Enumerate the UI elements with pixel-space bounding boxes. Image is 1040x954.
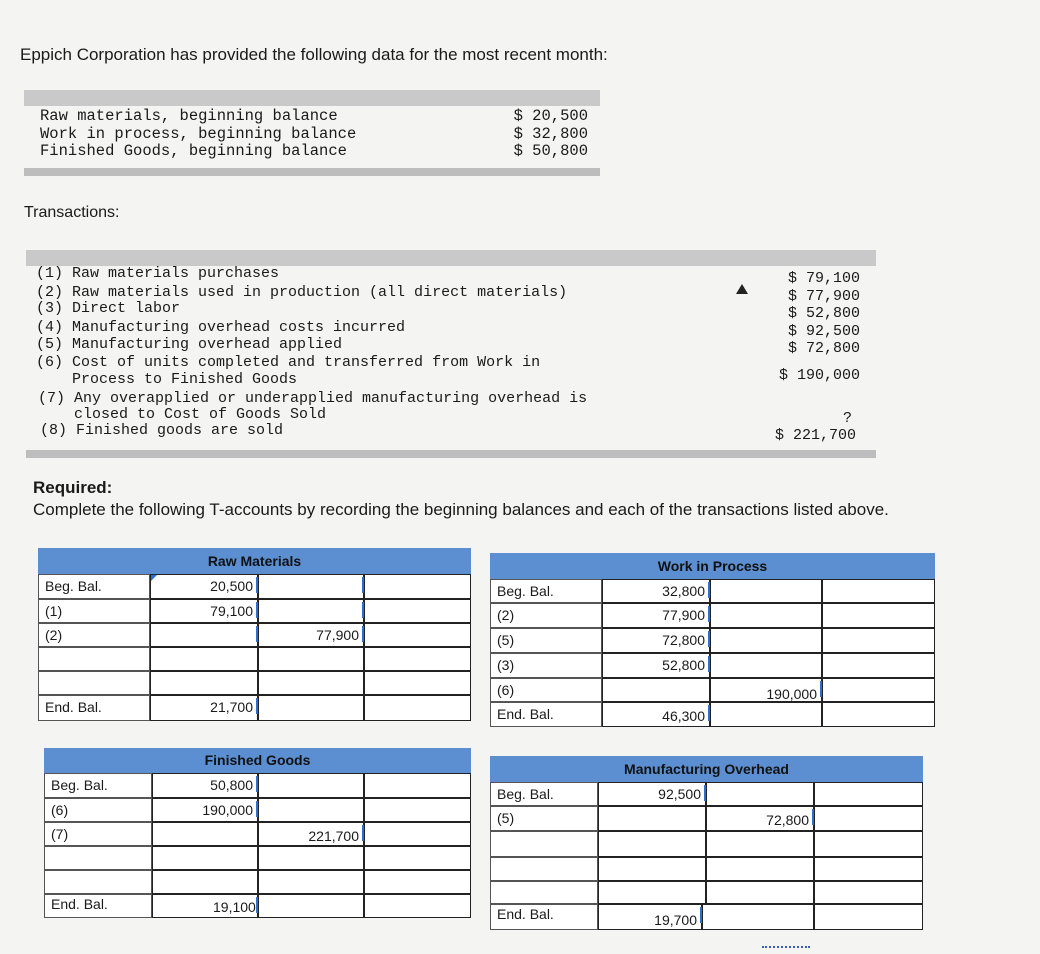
t-account-credit-input[interactable] <box>258 599 364 623</box>
t-account-extra-input[interactable] <box>822 628 935 653</box>
t-account-title: Raw Materials <box>38 548 471 574</box>
t-account-debit-input[interactable]: 52,800 <box>602 653 710 678</box>
t-account-credit-input[interactable]: 72,800 <box>706 806 814 831</box>
t-account-title: Finished Goods <box>44 748 471 773</box>
transaction-amount: $ 92,500 <box>787 323 860 340</box>
t-account-credit-input[interactable]: 190,000 <box>710 678 822 702</box>
transaction-amount: $ 72,800 <box>787 340 860 357</box>
t-account-debit-input[interactable] <box>150 671 258 695</box>
t-account-extra-input[interactable] <box>822 579 935 603</box>
transaction-amount: $ 221,700 <box>774 427 856 444</box>
t-account-credit-input[interactable] <box>710 603 822 628</box>
required-instructions: Complete the following T-accounts by recording the beginning balances and each of the transactions listed above. <box>33 500 889 519</box>
t-account-row-label: End. Bal. <box>490 702 602 727</box>
t-account-credit-input[interactable] <box>258 870 364 894</box>
t-account-row-label[interactable] <box>490 881 598 904</box>
balance-amount: $ 32,800 <box>513 124 588 143</box>
balance-label: Work in process, beginning balance <box>40 124 357 143</box>
t-account-credit-input[interactable]: 221,700 <box>258 822 364 846</box>
t-account-debit-input[interactable]: 72,800 <box>602 628 710 653</box>
transaction-line: (8) Finished goods are sold <box>40 422 284 439</box>
t-account-credit-input[interactable] <box>258 671 364 695</box>
scroll-indicator <box>762 946 810 948</box>
t-account-debit-input[interactable]: 92,500 <box>598 782 706 806</box>
t-account-extra-input[interactable] <box>814 782 923 806</box>
t-account-debit-input[interactable] <box>598 881 706 904</box>
t-account-credit-input[interactable] <box>706 881 814 904</box>
t-account-extra-input[interactable] <box>364 671 471 695</box>
t-account-credit-input[interactable] <box>258 773 364 798</box>
t-account-extra-input[interactable] <box>364 870 471 894</box>
t-account-debit-input[interactable]: 79,100 <box>150 599 258 623</box>
t-account-debit-input[interactable] <box>602 678 710 702</box>
t-account-debit-input[interactable] <box>598 831 706 857</box>
t-account-row-label[interactable]: Beg. Bal. <box>44 773 152 798</box>
t-account-row-label[interactable]: (3) <box>490 653 602 678</box>
t-account-row-label: End. Bal. <box>38 695 150 721</box>
t-account-row-label[interactable] <box>38 647 150 671</box>
t-account-row-label[interactable]: (6) <box>490 678 602 702</box>
table-footer-bar <box>26 450 876 458</box>
transaction-line: (5) Manufacturing overhead applied <box>36 336 343 353</box>
t-account-extra-input[interactable] <box>822 678 935 702</box>
balance-label: Raw materials, beginning balance <box>40 107 338 125</box>
t-account-ending-balance[interactable]: 19,100 <box>152 894 258 918</box>
t-account-extra-input[interactable] <box>364 822 471 846</box>
table-footer-bar <box>24 168 600 176</box>
t-account-row-label[interactable]: (2) <box>38 623 150 647</box>
t-account-debit-input[interactable] <box>598 857 706 881</box>
balance-amount: $ 20,500 <box>513 107 588 125</box>
t-account-row-label[interactable]: (7) <box>44 822 152 846</box>
t-account-extra-input[interactable] <box>814 881 923 904</box>
t-account-credit-input[interactable] <box>258 574 364 599</box>
balance-amount: $ 50,800 <box>513 142 588 160</box>
t-account-row-label[interactable]: Beg. Bal. <box>38 574 150 599</box>
t-account-credit-input[interactable] <box>710 653 822 678</box>
t-account-row-label[interactable]: (2) <box>490 603 602 628</box>
required-heading: Required: <box>33 478 113 497</box>
balance-label: Finished Goods, beginning balance <box>40 142 347 160</box>
t-account-credit-input[interactable] <box>258 695 364 721</box>
t-account-extra-input[interactable] <box>822 603 935 628</box>
t-account-debit-input[interactable] <box>152 870 258 894</box>
transaction-line: (2) Raw materials used in production (all direct materials) <box>36 284 568 301</box>
t-account-extra-input[interactable] <box>814 831 923 857</box>
t-account-row-label: End. Bal. <box>44 894 152 918</box>
beginning-balances-table <box>24 90 600 176</box>
transactions-table <box>26 250 876 458</box>
t-account-credit-input[interactable] <box>258 798 364 822</box>
t-account-credit-input[interactable] <box>258 647 364 671</box>
t-account-credit-input[interactable]: 77,900 <box>258 623 364 647</box>
t-account-row-label[interactable]: (6) <box>44 798 152 822</box>
t-account-debit-input[interactable] <box>152 822 258 846</box>
t-account-extra-input[interactable] <box>364 798 471 822</box>
transaction-line: (4) Manufacturing overhead costs incurred <box>36 319 406 336</box>
t-account-debit-input[interactable]: 50,800 <box>152 773 258 798</box>
t-account-extra-input[interactable] <box>814 857 923 881</box>
t-account-credit-input[interactable] <box>710 628 822 653</box>
transaction-amount: $ 52,800 <box>787 305 860 322</box>
t-account-debit-input[interactable] <box>152 846 258 870</box>
t-account-extra-input[interactable] <box>822 702 935 727</box>
transaction-line: Process to Finished Goods <box>36 371 298 388</box>
t-account-credit-input[interactable] <box>702 904 814 930</box>
transaction-amount: ? <box>842 410 852 427</box>
t-account-credit-input[interactable] <box>258 846 364 870</box>
t-account-extra-input[interactable] <box>364 647 471 671</box>
transactions-heading: Transactions: <box>24 204 120 221</box>
t-account-title: Manufacturing Overhead <box>490 756 923 782</box>
transaction-line: (7) Any overapplied or underapplied manufacturing overhead is <box>38 390 588 407</box>
transaction-line: (1) Raw materials purchases <box>36 265 280 282</box>
t-account-debit-input[interactable]: 32,800 <box>602 579 710 603</box>
t-account-extra-input[interactable] <box>364 695 471 721</box>
table-header-bar <box>24 90 600 106</box>
table-header-bar <box>26 250 876 266</box>
t-account-extra-input[interactable] <box>822 653 935 678</box>
t-account-title: Work in Process <box>490 553 935 579</box>
t-account-extra-input[interactable] <box>364 846 471 870</box>
transaction-amount: $ 190,000 <box>778 367 860 384</box>
intro-text: Eppich Corporation has provided the following data for the most recent month: <box>20 45 608 64</box>
t-account-credit-input[interactable] <box>258 894 364 918</box>
t-account-row-label[interactable]: Beg. Bal. <box>490 579 602 603</box>
t-account-row-label[interactable] <box>490 857 598 881</box>
t-account-row-label[interactable]: (5) <box>490 628 602 653</box>
t-account-row-label[interactable] <box>38 671 150 695</box>
t-account-ending-balance[interactable]: 21,700 <box>150 695 258 721</box>
mouse-cursor-icon <box>736 284 748 294</box>
t-account-extra-input[interactable] <box>364 574 471 599</box>
transaction-line: closed to Cost of Goods Sold <box>38 406 327 423</box>
t-account-row-label[interactable] <box>44 846 152 870</box>
t-account-row-label: End. Bal. <box>490 904 598 930</box>
t-account-debit-input[interactable] <box>150 623 258 647</box>
transaction-amount: $ 77,900 <box>787 288 860 305</box>
t-account-extra-input[interactable] <box>814 904 923 930</box>
t-account-debit-input[interactable]: 190,000 <box>152 798 258 822</box>
t-account-debit-input[interactable] <box>598 806 706 831</box>
transaction-line: (6) Cost of units completed and transferred from Work in <box>36 354 541 371</box>
t-account-credit-input[interactable] <box>706 857 814 881</box>
t-account-credit-input[interactable] <box>710 579 822 603</box>
t-account-credit-input[interactable] <box>710 702 822 727</box>
t-account-row-label[interactable] <box>44 870 152 894</box>
t-account-extra-input[interactable] <box>814 806 923 831</box>
transaction-amount: $ 79,100 <box>787 270 860 287</box>
t-account-credit-input[interactable] <box>706 831 814 857</box>
t-account-extra-input[interactable] <box>364 623 471 647</box>
t-account-debit-input[interactable] <box>150 647 258 671</box>
t-account-extra-input[interactable] <box>364 894 471 918</box>
transaction-line: (3) Direct labor <box>36 300 181 317</box>
t-account-extra-input[interactable] <box>364 599 471 623</box>
t-account-debit-input[interactable]: 20,500 <box>150 574 258 599</box>
t-account-ending-balance[interactable]: 19,700 <box>598 904 702 930</box>
t-account-debit-input[interactable]: 77,900 <box>602 603 710 628</box>
t-account-row-label[interactable]: Beg. Bal. <box>490 782 598 806</box>
t-account-row-label[interactable] <box>490 831 598 857</box>
t-account-ending-balance[interactable]: 46,300 <box>602 702 710 727</box>
t-account-row-label[interactable]: (1) <box>38 599 150 623</box>
t-account-extra-input[interactable] <box>364 773 471 798</box>
t-account-credit-input[interactable] <box>706 782 814 806</box>
t-account-row-label[interactable]: (5) <box>490 806 598 831</box>
